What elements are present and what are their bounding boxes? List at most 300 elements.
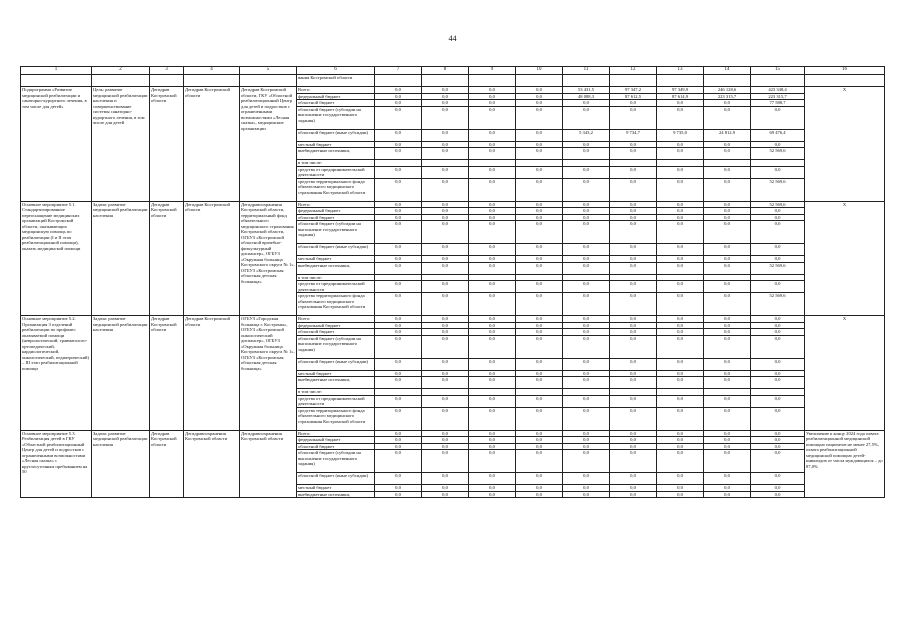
amount-cell: 0,0 bbox=[610, 148, 657, 160]
column-number-cell: 12 bbox=[610, 67, 657, 75]
amount-cell: 0,0 bbox=[563, 335, 610, 358]
amount-cell: 0,0 bbox=[751, 221, 805, 244]
activity-c2-cell: Задача: развитие медицинской реабилитации населения bbox=[92, 430, 150, 498]
amount-cell: 0,0 bbox=[375, 106, 422, 129]
amount-cell: 0,0 bbox=[610, 473, 657, 485]
expected-result-cell: Х bbox=[805, 201, 885, 316]
amount-cell: 0,0 bbox=[563, 256, 610, 263]
empty-cell bbox=[21, 75, 92, 87]
amount-cell: 0,0 bbox=[516, 141, 563, 148]
activity-c1-cell: Основное мероприятие 5.3. Реабилитация детей в ГКУ «Областной реабилитационный Центр для детей и подростков с ограниченными возможностями «Лесная сказка» с круглосуточным пребыванием на 50 bbox=[21, 430, 92, 498]
funding-source-label: федеральный бюджет bbox=[297, 437, 375, 444]
amount-cell: 0,0 bbox=[516, 485, 563, 492]
amount-cell: 0,0 bbox=[469, 407, 516, 430]
amount-cell: 52 569,6 bbox=[751, 293, 805, 316]
amount-cell: 87 612,5 bbox=[610, 93, 657, 100]
amount-cell: 0,0 bbox=[704, 377, 751, 389]
amount-cell: 0,0 bbox=[704, 443, 751, 450]
funding-source-label: Всего: bbox=[297, 201, 375, 208]
activity-c2-cell: Задача: развитие медицинской реабилитации населения bbox=[92, 201, 150, 316]
funding-source-label: средства от предпринимательской деятельности bbox=[297, 166, 375, 178]
funding-source-label: областной бюджет (иные субсидии) bbox=[297, 129, 375, 141]
funding-source-label: областной бюджет (субсидии на выполнение государственного задания) bbox=[297, 335, 375, 358]
amount-cell: 0,0 bbox=[469, 214, 516, 221]
funding-source-label: внебюджетные источники, bbox=[297, 148, 375, 160]
amount-cell: 0,0 bbox=[422, 450, 469, 473]
amount-cell: 0,0 bbox=[422, 93, 469, 100]
amount-cell: 0,0 bbox=[516, 148, 563, 160]
amount-cell: 0,0 bbox=[375, 262, 422, 274]
amount-cell: 0,0 bbox=[704, 329, 751, 336]
amount-cell: 87 614,9 bbox=[657, 93, 704, 100]
amount-cell: 0,0 bbox=[516, 370, 563, 377]
amount-cell: 0,0 bbox=[610, 407, 657, 430]
amount-cell: 0,0 bbox=[563, 322, 610, 329]
amount-cell: 0,0 bbox=[704, 322, 751, 329]
amount-cell: 0,0 bbox=[704, 316, 751, 323]
amount-cell: 0,0 bbox=[516, 100, 563, 107]
amount-cell: 0,0 bbox=[469, 370, 516, 377]
amount-cell: 0,0 bbox=[422, 443, 469, 450]
amount-cell: 0,0 bbox=[610, 256, 657, 263]
column-number-cell: 8 bbox=[422, 67, 469, 75]
amount-cell: 0,0 bbox=[516, 129, 563, 141]
amount-cell: 0,0 bbox=[469, 485, 516, 492]
amount-cell: 0,0 bbox=[704, 437, 751, 444]
amount-cell: 0,0 bbox=[657, 262, 704, 274]
amount-cell: 0,0 bbox=[422, 244, 469, 256]
amount-cell: 0,0 bbox=[422, 485, 469, 492]
empty-cell bbox=[516, 75, 563, 87]
column-number-cell: 10 bbox=[516, 67, 563, 75]
amount-cell: 0,0 bbox=[516, 322, 563, 329]
amount-cell: 0,0 bbox=[516, 329, 563, 336]
funding-source-label: Всего: bbox=[297, 430, 375, 437]
activity-c2-cell: Цель: развитие медицинской реабилитации населения и совершенствование системы санаторно-курортного лечения, в том числе для детей bbox=[92, 87, 150, 202]
amount-cell: 0,0 bbox=[563, 262, 610, 274]
expected-result-cell: Увеличение к концу 2024 года охвата реабилитационной медицинской помощью пациентов не менее 27,5%, охвата реабилитационной медицинской помощью детей-инвалидов от числа нуждающихся – до 87,0% bbox=[805, 430, 885, 498]
activity-c5-cell: ОГБУЗ «Городская больница г. Костромы», ОГБУЗ «Костромской онкологический диспансер», ОГБУЗ «Окружная больница Костромского округа № 1», ОГБУЗ «Костромская областная детская больница» bbox=[240, 316, 297, 431]
expected-result-cell: Х bbox=[805, 87, 885, 202]
amount-cell: 0,0 bbox=[422, 358, 469, 370]
funding-source-label: Всего: bbox=[297, 316, 375, 323]
amount-cell: 0,0 bbox=[610, 370, 657, 377]
amount-cell: 0,0 bbox=[422, 256, 469, 263]
amount-cell: 0,0 bbox=[469, 430, 516, 437]
amount-cell: 0,0 bbox=[751, 491, 805, 498]
amount-cell: 0,0 bbox=[516, 93, 563, 100]
amount-cell: 0,0 bbox=[516, 358, 563, 370]
activity-c3-cell: Депздрав Костромской области bbox=[150, 87, 184, 202]
amount-cell: 0,0 bbox=[375, 358, 422, 370]
amount-cell: 0,0 bbox=[375, 450, 422, 473]
amount-cell: 0,0 bbox=[610, 214, 657, 221]
funding-source-label: областной бюджет (иные субсидии) bbox=[297, 358, 375, 370]
amount-cell: 0,0 bbox=[704, 141, 751, 148]
amount-cell: 0,0 bbox=[610, 322, 657, 329]
amount-cell: 0,0 bbox=[704, 214, 751, 221]
amount-cell: 0,0 bbox=[516, 491, 563, 498]
amount-cell: 0,0 bbox=[704, 100, 751, 107]
funding-source-label: средства территориального фонда обязательного медицинского страхования Костромской области bbox=[297, 178, 375, 201]
amount-cell: 77 588,7 bbox=[751, 100, 805, 107]
amount-cell: 423 348,4 bbox=[751, 87, 805, 94]
amount-cell: 0,0 bbox=[375, 201, 422, 208]
amount-cell: 0,0 bbox=[704, 244, 751, 256]
empty-cell bbox=[422, 75, 469, 87]
amount-cell: 223 315,7 bbox=[704, 93, 751, 100]
amount-cell: 0,0 bbox=[422, 87, 469, 94]
amount-cell: 48 088,3 bbox=[563, 93, 610, 100]
amount-cell: 0,0 bbox=[610, 293, 657, 316]
amount-cell: 9 734,7 bbox=[610, 129, 657, 141]
amount-cell: 0,0 bbox=[375, 329, 422, 336]
amount-cell: 0,0 bbox=[563, 437, 610, 444]
amount-cell: 0,0 bbox=[704, 201, 751, 208]
amount-cell: 0,0 bbox=[610, 178, 657, 201]
amount-cell: 0,0 bbox=[657, 437, 704, 444]
amount-cell: 0,0 bbox=[563, 407, 610, 430]
activity-c4-cell: Депздрав Костромской области bbox=[184, 201, 240, 316]
activity-c4-cell: Депздравоохранения Костромской области bbox=[184, 430, 240, 498]
amount-cell: 0,0 bbox=[657, 221, 704, 244]
amount-cell: 0,0 bbox=[751, 281, 805, 293]
amount-cell: 97 347,2 bbox=[610, 87, 657, 94]
amount-cell: 0,0 bbox=[422, 178, 469, 201]
empty-cell bbox=[469, 75, 516, 87]
amount-cell: 0,0 bbox=[704, 178, 751, 201]
empty-cell bbox=[563, 75, 610, 87]
empty-cell bbox=[610, 75, 657, 87]
amount-cell: 0,0 bbox=[563, 450, 610, 473]
amount-cell: 0,0 bbox=[610, 141, 657, 148]
amount-cell: 0,0 bbox=[563, 443, 610, 450]
amount-cell: 0,0 bbox=[516, 201, 563, 208]
amount-cell: 0,0 bbox=[751, 407, 805, 430]
amount-cell: 0,0 bbox=[704, 370, 751, 377]
amount-cell: 0,0 bbox=[516, 244, 563, 256]
amount-cell: 0,0 bbox=[751, 244, 805, 256]
column-number-cell: 3 bbox=[150, 67, 184, 75]
amount-cell: 246 128,6 bbox=[704, 87, 751, 94]
amount-cell: 0,0 bbox=[704, 395, 751, 407]
amount-cell: 52 569,6 bbox=[751, 178, 805, 201]
amount-cell: 0,0 bbox=[375, 244, 422, 256]
amount-cell: 0,0 bbox=[657, 141, 704, 148]
amount-cell: 0,0 bbox=[563, 491, 610, 498]
amount-cell: 0,0 bbox=[469, 256, 516, 263]
amount-cell: 0,0 bbox=[563, 473, 610, 485]
funding-source-label: средства от предпринимательской деятельности bbox=[297, 281, 375, 293]
amount-cell: 0,0 bbox=[422, 407, 469, 430]
column-number-cell: 15 bbox=[751, 67, 805, 75]
amount-cell: 0,0 bbox=[469, 106, 516, 129]
amount-cell: 0,0 bbox=[563, 221, 610, 244]
amount-cell: 0,0 bbox=[375, 335, 422, 358]
amount-cell: 0,0 bbox=[422, 293, 469, 316]
amount-cell: 0,0 bbox=[422, 430, 469, 437]
empty-cell bbox=[704, 75, 751, 87]
amount-cell: 0,0 bbox=[469, 316, 516, 323]
amount-cell: 0,0 bbox=[610, 491, 657, 498]
amount-cell: 0,0 bbox=[469, 201, 516, 208]
amount-cell: 0,0 bbox=[704, 430, 751, 437]
amount-cell: 0,0 bbox=[704, 407, 751, 430]
amount-cell: 0,0 bbox=[751, 322, 805, 329]
funding-source-label: средства территориального фонда обязательного медицинского страхования Костромской области bbox=[297, 293, 375, 316]
funding-source-label: средства территориального фонда обязательного медицинского страхования Костромской области bbox=[297, 407, 375, 430]
amount-cell: 0,0 bbox=[704, 106, 751, 129]
amount-cell: 0,0 bbox=[657, 430, 704, 437]
funding-source-label: внебюджетные источники, bbox=[297, 262, 375, 274]
amount-cell: 0,0 bbox=[469, 450, 516, 473]
funding-source-label: областной бюджет bbox=[297, 443, 375, 450]
funding-source-label: областной бюджет (иные субсидии) bbox=[297, 244, 375, 256]
funding-source-label: областной бюджет (субсидии на выполнение государственного задания) bbox=[297, 221, 375, 244]
funding-source-label: федеральный бюджет bbox=[297, 208, 375, 215]
activity-c3-cell: Депздрав Костромской области bbox=[150, 201, 184, 316]
column-number-cell: 5 bbox=[240, 67, 297, 75]
amount-cell: 0,0 bbox=[422, 316, 469, 323]
amount-cell: 0,0 bbox=[657, 329, 704, 336]
amount-cell: 0,0 bbox=[704, 262, 751, 274]
column-number-cell: 2 bbox=[92, 67, 150, 75]
amount-cell: 0,0 bbox=[375, 208, 422, 215]
amount-cell: 0,0 bbox=[563, 358, 610, 370]
amount-cell: 0,0 bbox=[422, 106, 469, 129]
funding-source-label: средства от предпринимательской деятельности bbox=[297, 395, 375, 407]
amount-cell: 52 569,6 bbox=[751, 201, 805, 208]
funding-source-label: местный бюджет bbox=[297, 370, 375, 377]
amount-cell: 0,0 bbox=[516, 178, 563, 201]
amount-cell: 0,0 bbox=[610, 443, 657, 450]
amount-cell: 0,0 bbox=[375, 281, 422, 293]
amount-cell: 0,0 bbox=[610, 166, 657, 178]
amount-cell: 0,0 bbox=[469, 166, 516, 178]
column-number-cell: 1 bbox=[21, 67, 92, 75]
amount-cell: 0,0 bbox=[422, 208, 469, 215]
amount-cell: 0,0 bbox=[375, 443, 422, 450]
amount-cell: 0,0 bbox=[375, 293, 422, 316]
amount-cell: 0,0 bbox=[469, 322, 516, 329]
activity-c2-cell: Задача: развитие медицинской реабилитации населения bbox=[92, 316, 150, 431]
amount-cell: 0,0 bbox=[422, 129, 469, 141]
empty-cell bbox=[92, 75, 150, 87]
amount-cell: 0,0 bbox=[751, 370, 805, 377]
amount-cell: 0,0 bbox=[516, 208, 563, 215]
page-number: 44 bbox=[448, 34, 457, 43]
funding-source-label: в том числе: bbox=[297, 389, 375, 396]
column-number-cell: 6 bbox=[297, 67, 375, 75]
column-number-row bbox=[21, 67, 885, 75]
funding-source-label: местный бюджет bbox=[297, 485, 375, 492]
amount-cell: 0,0 bbox=[751, 106, 805, 129]
amount-cell: 0,0 bbox=[704, 450, 751, 473]
amount-cell: 0,0 bbox=[516, 377, 563, 389]
activity-c3-cell: Депздрав Костромской области bbox=[150, 430, 184, 498]
amount-cell: 0,0 bbox=[469, 437, 516, 444]
funding-source-label: внебюджетные источники, bbox=[297, 491, 375, 498]
amount-cell: 0,0 bbox=[657, 370, 704, 377]
amount-cell: 0,0 bbox=[422, 437, 469, 444]
amount-cell: 0,0 bbox=[469, 335, 516, 358]
amount-cell: 0,0 bbox=[657, 244, 704, 256]
activity-c1-cell: Основное мероприятие 5.1. Стандартизированное переоснащение медицинских организаций Костромской области, оказывающих медицинскую помощь по реабилитации (I и II этап реабилитационной помощи), оказать медицинской помощи bbox=[21, 201, 92, 316]
amount-cell: 0,0 bbox=[375, 437, 422, 444]
amount-cell: 0,0 bbox=[469, 148, 516, 160]
amount-cell: 0,0 bbox=[704, 281, 751, 293]
funding-source-label: местный бюджет bbox=[297, 256, 375, 263]
amount-cell: 0,0 bbox=[375, 407, 422, 430]
column-number-cell: 4 bbox=[184, 67, 240, 75]
amount-cell: 0,0 bbox=[751, 256, 805, 263]
amount-cell: 53 431,5 bbox=[563, 87, 610, 94]
amount-cell: 0,0 bbox=[751, 166, 805, 178]
amount-cell: 0,0 bbox=[422, 100, 469, 107]
amount-cell: 0,0 bbox=[469, 293, 516, 316]
amount-cell: 0,0 bbox=[469, 377, 516, 389]
amount-cell: 0,0 bbox=[657, 148, 704, 160]
amount-cell: 0,0 bbox=[751, 443, 805, 450]
amount-cell: 0,0 bbox=[657, 166, 704, 178]
amount-cell: 0,0 bbox=[610, 450, 657, 473]
amount-cell: 0,0 bbox=[751, 473, 805, 485]
funding-source-label: областной бюджет bbox=[297, 214, 375, 221]
amount-cell: 0,0 bbox=[469, 208, 516, 215]
amount-cell: 0,0 bbox=[610, 335, 657, 358]
amount-cell: 0,0 bbox=[563, 377, 610, 389]
amount-cell: 0,0 bbox=[610, 358, 657, 370]
amount-cell: 0,0 bbox=[657, 201, 704, 208]
amount-cell: 0,0 bbox=[375, 256, 422, 263]
amount-cell: 0,0 bbox=[657, 214, 704, 221]
amount-cell: 0,0 bbox=[469, 443, 516, 450]
amount-cell: 0,0 bbox=[375, 214, 422, 221]
amount-cell: 0,0 bbox=[610, 485, 657, 492]
amount-cell: 0,0 bbox=[704, 491, 751, 498]
amount-cell: 0,0 bbox=[657, 106, 704, 129]
amount-cell: 0,0 bbox=[657, 335, 704, 358]
amount-cell: 0,0 bbox=[375, 430, 422, 437]
amount-cell: 0,0 bbox=[610, 201, 657, 208]
amount-cell: 0,0 bbox=[375, 395, 422, 407]
amount-cell: 0,0 bbox=[563, 166, 610, 178]
amount-cell: 0,0 bbox=[375, 485, 422, 492]
amount-cell: 0,0 bbox=[563, 395, 610, 407]
empty-cell bbox=[184, 75, 240, 87]
amount-cell: 0,0 bbox=[610, 395, 657, 407]
amount-cell: 0,0 bbox=[751, 485, 805, 492]
amount-cell: 0,0 bbox=[610, 377, 657, 389]
amount-cell: 0,0 bbox=[516, 450, 563, 473]
amount-cell: 0,0 bbox=[516, 87, 563, 94]
amount-cell: 0,0 bbox=[563, 201, 610, 208]
amount-cell: 0,0 bbox=[563, 208, 610, 215]
amount-cell: 0,0 bbox=[422, 370, 469, 377]
amount-cell: 0,0 bbox=[751, 450, 805, 473]
amount-cell: 0,0 bbox=[516, 407, 563, 430]
amount-cell: 0,0 bbox=[563, 100, 610, 107]
column-number-cell: 9 bbox=[469, 67, 516, 75]
column-number-cell: 13 bbox=[657, 67, 704, 75]
amount-cell: 0,0 bbox=[657, 491, 704, 498]
amount-cell: 0,0 bbox=[610, 316, 657, 323]
source-label-cell: вания Костромской области bbox=[297, 75, 375, 87]
amount-cell: 0,0 bbox=[469, 87, 516, 94]
amount-cell: 0,0 bbox=[704, 256, 751, 263]
amount-cell: 0,0 bbox=[375, 166, 422, 178]
amount-cell: 0,0 bbox=[563, 106, 610, 129]
amount-cell: 0,0 bbox=[375, 491, 422, 498]
amount-cell: 0,0 bbox=[469, 141, 516, 148]
amount-cell: 52 569,6 bbox=[751, 262, 805, 274]
activity-c1-cell: Подпрограмма «Развитие медицинской реабилитации и санаторно-курортного лечения, в том числе для детей» bbox=[21, 87, 92, 202]
activity-c3-cell: Депздрав Костромской области bbox=[150, 316, 184, 431]
amount-cell: 0,0 bbox=[657, 450, 704, 473]
amount-cell: 0,0 bbox=[751, 316, 805, 323]
activity-c5-cell: Депздрав Костромской области, ГКУ «Областной реабилитационный Центр для детей и подростков с ограниченными возможностями «Лесная сказка», медицинские организации bbox=[240, 87, 297, 202]
funding-source-label: областной бюджет bbox=[297, 100, 375, 107]
amount-cell: 0,0 bbox=[610, 106, 657, 129]
amount-cell: 0,0 bbox=[704, 148, 751, 160]
empty-cell bbox=[751, 75, 805, 87]
amount-cell: 0,0 bbox=[657, 485, 704, 492]
amount-cell: 0,0 bbox=[469, 491, 516, 498]
amount-cell: 0,0 bbox=[516, 443, 563, 450]
amount-cell: 0,0 bbox=[563, 141, 610, 148]
amount-cell: 0,0 bbox=[422, 214, 469, 221]
empty-cell bbox=[657, 75, 704, 87]
amount-cell: 0,0 bbox=[610, 244, 657, 256]
amount-cell: 0,0 bbox=[704, 473, 751, 485]
amount-cell: 0,0 bbox=[563, 214, 610, 221]
funding-source-label: местный бюджет bbox=[297, 141, 375, 148]
activity-c4-cell: Депздрав Костромской области bbox=[184, 87, 240, 202]
amount-cell: 0,0 bbox=[751, 335, 805, 358]
amount-cell: 0,0 bbox=[657, 100, 704, 107]
amount-cell: 0,0 bbox=[563, 316, 610, 323]
amount-cell: 0,0 bbox=[657, 316, 704, 323]
amount-cell: 223 315,7 bbox=[751, 93, 805, 100]
amount-cell: 0,0 bbox=[422, 473, 469, 485]
amount-cell: 0,0 bbox=[469, 473, 516, 485]
amount-cell: 0,0 bbox=[516, 256, 563, 263]
amount-cell: 0,0 bbox=[422, 221, 469, 244]
amount-cell: 0,0 bbox=[657, 293, 704, 316]
amount-cell: 0,0 bbox=[610, 208, 657, 215]
amount-cell: 5 343,2 bbox=[563, 129, 610, 141]
amount-cell: 0,0 bbox=[657, 281, 704, 293]
amount-cell: 0,0 bbox=[516, 166, 563, 178]
amount-cell: 0,0 bbox=[375, 370, 422, 377]
amount-cell: 0,0 bbox=[704, 358, 751, 370]
amount-cell: 0,0 bbox=[704, 485, 751, 492]
amount-cell: 0,0 bbox=[375, 93, 422, 100]
activity-c5-cell: Депздравоохранения Костромской области bbox=[240, 430, 297, 498]
amount-cell: 0,0 bbox=[751, 329, 805, 336]
amount-cell: 0,0 bbox=[375, 141, 422, 148]
amount-cell: 0,0 bbox=[516, 437, 563, 444]
amount-cell: 0,0 bbox=[516, 281, 563, 293]
funding-source-label: в том числе: bbox=[297, 160, 375, 167]
continuation-row bbox=[21, 75, 885, 87]
amount-cell: 0,0 bbox=[751, 437, 805, 444]
amount-cell: 0,0 bbox=[469, 329, 516, 336]
amount-cell: 0,0 bbox=[516, 430, 563, 437]
amount-cell: 0,0 bbox=[657, 443, 704, 450]
amount-cell: 0,0 bbox=[375, 178, 422, 201]
funding-source-label: областной бюджет bbox=[297, 329, 375, 336]
